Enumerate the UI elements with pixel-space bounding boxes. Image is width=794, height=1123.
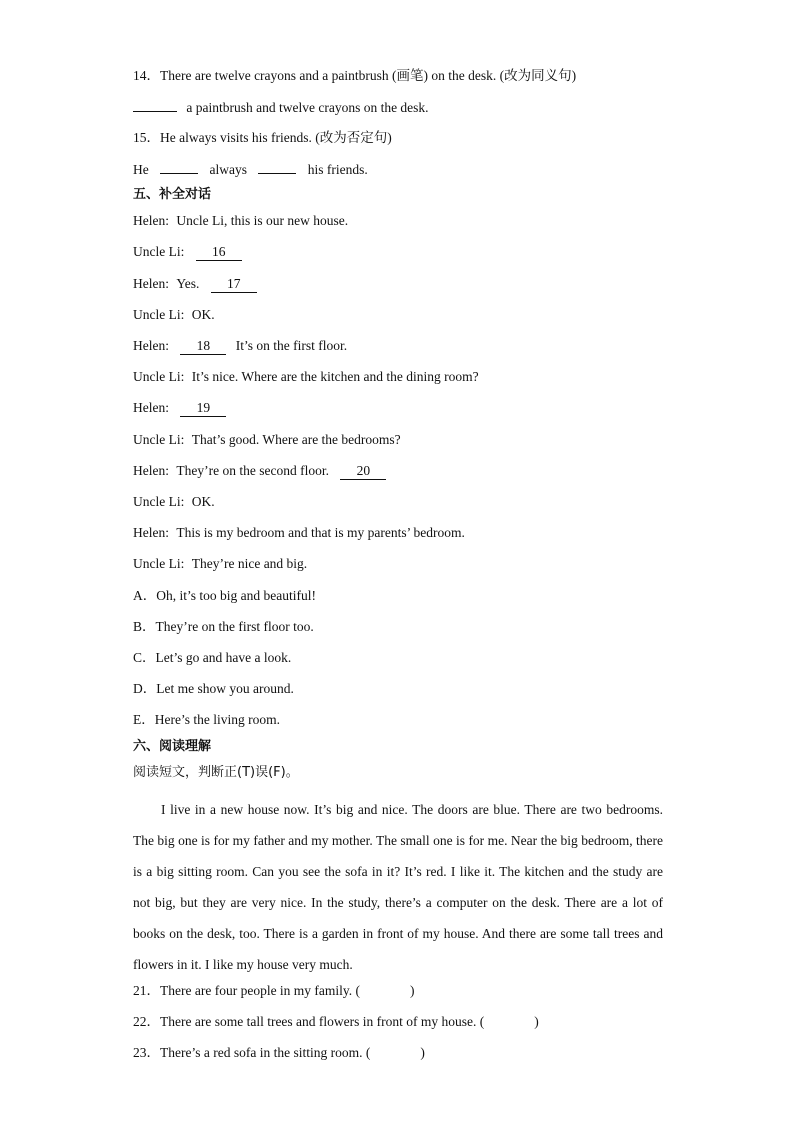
speaker: Uncle Li: xyxy=(133,307,185,322)
section-instruction: 阅读短文，判断正(T)误(F)。 xyxy=(133,765,299,780)
question-number: 21． xyxy=(133,983,160,998)
reading-passage: I live in a new house now. It’s big and nice. The doors are blue. There are two bedrooms. The big one is for my father and my mother. The small one is for me. Near the big bedroom, there is a big sitting room. Can you see the sofa in it? It’s red. I like it. The kitchen and the study are not big, but they are very nice. In the study, there’s a computer on the desk. There are a lot of books on the desk, too. There is a garden in front of my house. And there are some tall trees and flowers in it. I like my house very much. xyxy=(133,802,663,972)
question-text: There are twelve crayons and a paintbrush (画笔) on the desk. (改为同义句) xyxy=(160,68,577,83)
option-text: Oh, it’s too big and beautiful! xyxy=(156,588,316,603)
dialogue-text: Uncle Li, this is our new house. xyxy=(176,213,349,228)
section-heading: 五、补全对话 xyxy=(133,187,212,202)
answer-blank[interactable]: 20 xyxy=(340,463,386,480)
question-15 xyxy=(133,129,392,147)
option-e xyxy=(133,711,280,729)
question-text: He always visits his friends. (改为否定句) xyxy=(160,130,392,145)
answer-blank[interactable] xyxy=(258,160,296,174)
dialogue-text: It’s on the first floor. xyxy=(235,338,348,353)
dialogue-line xyxy=(133,337,347,355)
answer-blank[interactable]: 16 xyxy=(196,244,242,261)
option-text: Here’s the living room. xyxy=(154,712,280,727)
close-paren: ) xyxy=(410,983,415,998)
question-22 xyxy=(133,1013,539,1031)
close-paren: ) xyxy=(420,1045,425,1060)
option-d xyxy=(133,680,294,698)
answer-word: his friends. xyxy=(307,162,368,177)
option-text: They’re on the first floor too. xyxy=(155,619,314,634)
option-letter: A． xyxy=(133,588,157,603)
dialogue-line xyxy=(133,431,401,449)
speaker: Helen: xyxy=(133,276,169,291)
dialogue-line xyxy=(133,212,348,230)
dialogue-text: Yes. xyxy=(176,276,200,291)
question-number: 22． xyxy=(133,1014,160,1029)
answer-text: a paintbrush and twelve crayons on the desk. xyxy=(186,100,429,115)
question-text: There are four people in my family. ( xyxy=(160,983,361,998)
speaker: Helen: xyxy=(133,463,169,478)
option-text: Let me show you around. xyxy=(156,681,294,696)
dialogue-text: It’s nice. Where are the kitchen and the dining room? xyxy=(191,369,479,384)
option-letter: B． xyxy=(133,619,156,634)
question-15-answer xyxy=(133,160,368,179)
speaker: Helen: xyxy=(133,213,169,228)
answer-blank[interactable] xyxy=(133,98,177,112)
dialogue-line xyxy=(133,462,386,480)
answer-word: He xyxy=(133,162,149,177)
dialogue-text: That’s good. Where are the bedrooms? xyxy=(191,432,401,447)
dialogue-line xyxy=(133,399,226,417)
dialogue-line xyxy=(133,243,242,261)
question-number: 23． xyxy=(133,1045,160,1060)
dialogue-line xyxy=(133,524,465,542)
option-letter: C． xyxy=(133,650,156,665)
dialogue-line xyxy=(133,368,479,386)
speaker: Uncle Li: xyxy=(133,244,185,259)
option-text: Let’s go and have a look. xyxy=(155,650,292,665)
dialogue-text: This is my bedroom and that is my parents’ bedroom. xyxy=(176,525,465,540)
question-number: 14． xyxy=(133,68,160,83)
question-14 xyxy=(133,67,576,85)
speaker: Helen: xyxy=(133,338,169,353)
speaker: Uncle Li: xyxy=(133,369,185,384)
answer-blank[interactable]: 19 xyxy=(180,400,226,417)
answer-word: always xyxy=(209,162,247,177)
option-letter: D． xyxy=(133,681,157,696)
question-text: There’s a red sofa in the sitting room. ( xyxy=(160,1045,371,1060)
option-letter: E． xyxy=(133,712,155,727)
answer-blank[interactable]: 17 xyxy=(211,276,257,293)
question-23 xyxy=(133,1044,425,1062)
dialogue-text: OK. xyxy=(191,307,215,322)
close-paren: ) xyxy=(534,1014,539,1029)
dialogue-line xyxy=(133,555,307,573)
answer-blank[interactable]: 18 xyxy=(180,338,226,355)
dialogue-line xyxy=(133,275,257,293)
dialogue-line xyxy=(133,306,215,324)
speaker: Uncle Li: xyxy=(133,556,185,571)
speaker: Uncle Li: xyxy=(133,494,185,509)
dialogue-text: They’re nice and big. xyxy=(191,556,308,571)
speaker: Uncle Li: xyxy=(133,432,185,447)
question-text: There are some tall trees and flowers in front of my house. ( xyxy=(160,1014,485,1029)
answer-blank[interactable] xyxy=(160,160,198,174)
question-14-answer xyxy=(133,98,429,117)
speaker: Helen: xyxy=(133,525,169,540)
speaker: Helen: xyxy=(133,400,169,415)
dialogue-text: OK. xyxy=(191,494,215,509)
section-heading: 六、阅读理解 xyxy=(133,739,212,754)
option-c xyxy=(133,649,291,667)
question-21 xyxy=(133,982,415,1000)
dialogue-line xyxy=(133,493,215,511)
option-b xyxy=(133,618,314,636)
dialogue-text: They’re on the second floor. xyxy=(176,463,329,478)
option-a xyxy=(133,587,316,605)
question-number: 15． xyxy=(133,130,160,145)
